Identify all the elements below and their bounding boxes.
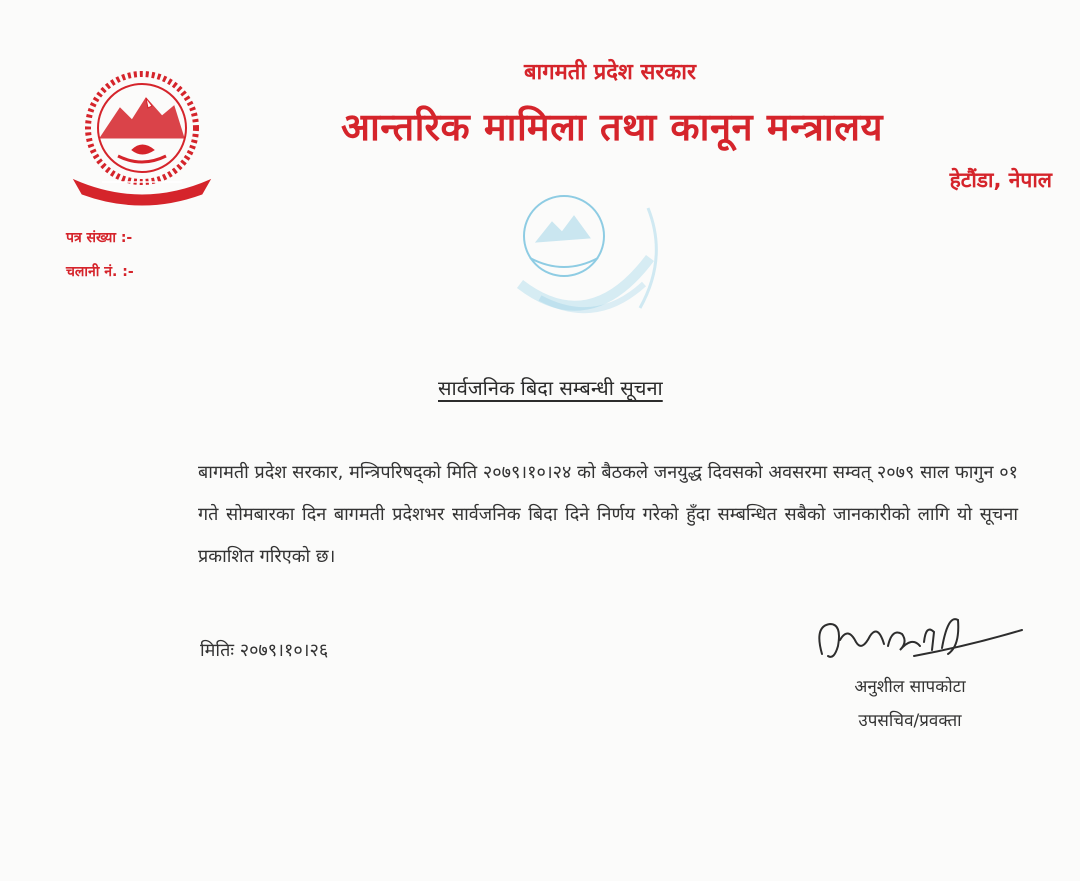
office-location: हेटौंडा, नेपाल xyxy=(949,168,1052,192)
notice-date: मितिः २०७९।१०।२६ xyxy=(200,640,329,661)
government-name: बागमती प्रदेश सरकार xyxy=(524,60,696,85)
dispatch-number-label: चलानी नं. :- xyxy=(66,264,134,280)
signatory-designation: उपसचिव/प्रवक्ता xyxy=(858,711,962,731)
reference-number-label: पत्र संख्या :- xyxy=(66,230,133,246)
signatory-block xyxy=(830,670,990,738)
notice-subject: सार्वजनिक बिदा सम्बन्धी सूचना xyxy=(438,376,663,400)
notice-body: बागमती प्रदेश सरकार, मन्त्रिपरिषद्को मिति २०७९।१०।२४ को बैठकले जनयुद्ध दिवसको अवसरमा सम्वत् २०७९ साल फागुन ०१ गते सोमबारका दिन बागमती प्रदेशभर सार्वजनिक बिदा दिने निर्णय गरेको हुँदा सम्बन्धित सबैको जानकारीको लागि यो सूचना प्रकाशित गरिएको छ। xyxy=(198,462,1018,567)
ministry-name: आन्तरिक मामिला तथा कानून मन्त्रालय xyxy=(340,105,884,149)
signatory-name: अनुशील सापकोटा xyxy=(854,677,966,697)
handwritten-signature xyxy=(808,606,1028,672)
office-stamp-seal xyxy=(500,188,670,338)
nepal-emblem-logo xyxy=(62,60,222,210)
